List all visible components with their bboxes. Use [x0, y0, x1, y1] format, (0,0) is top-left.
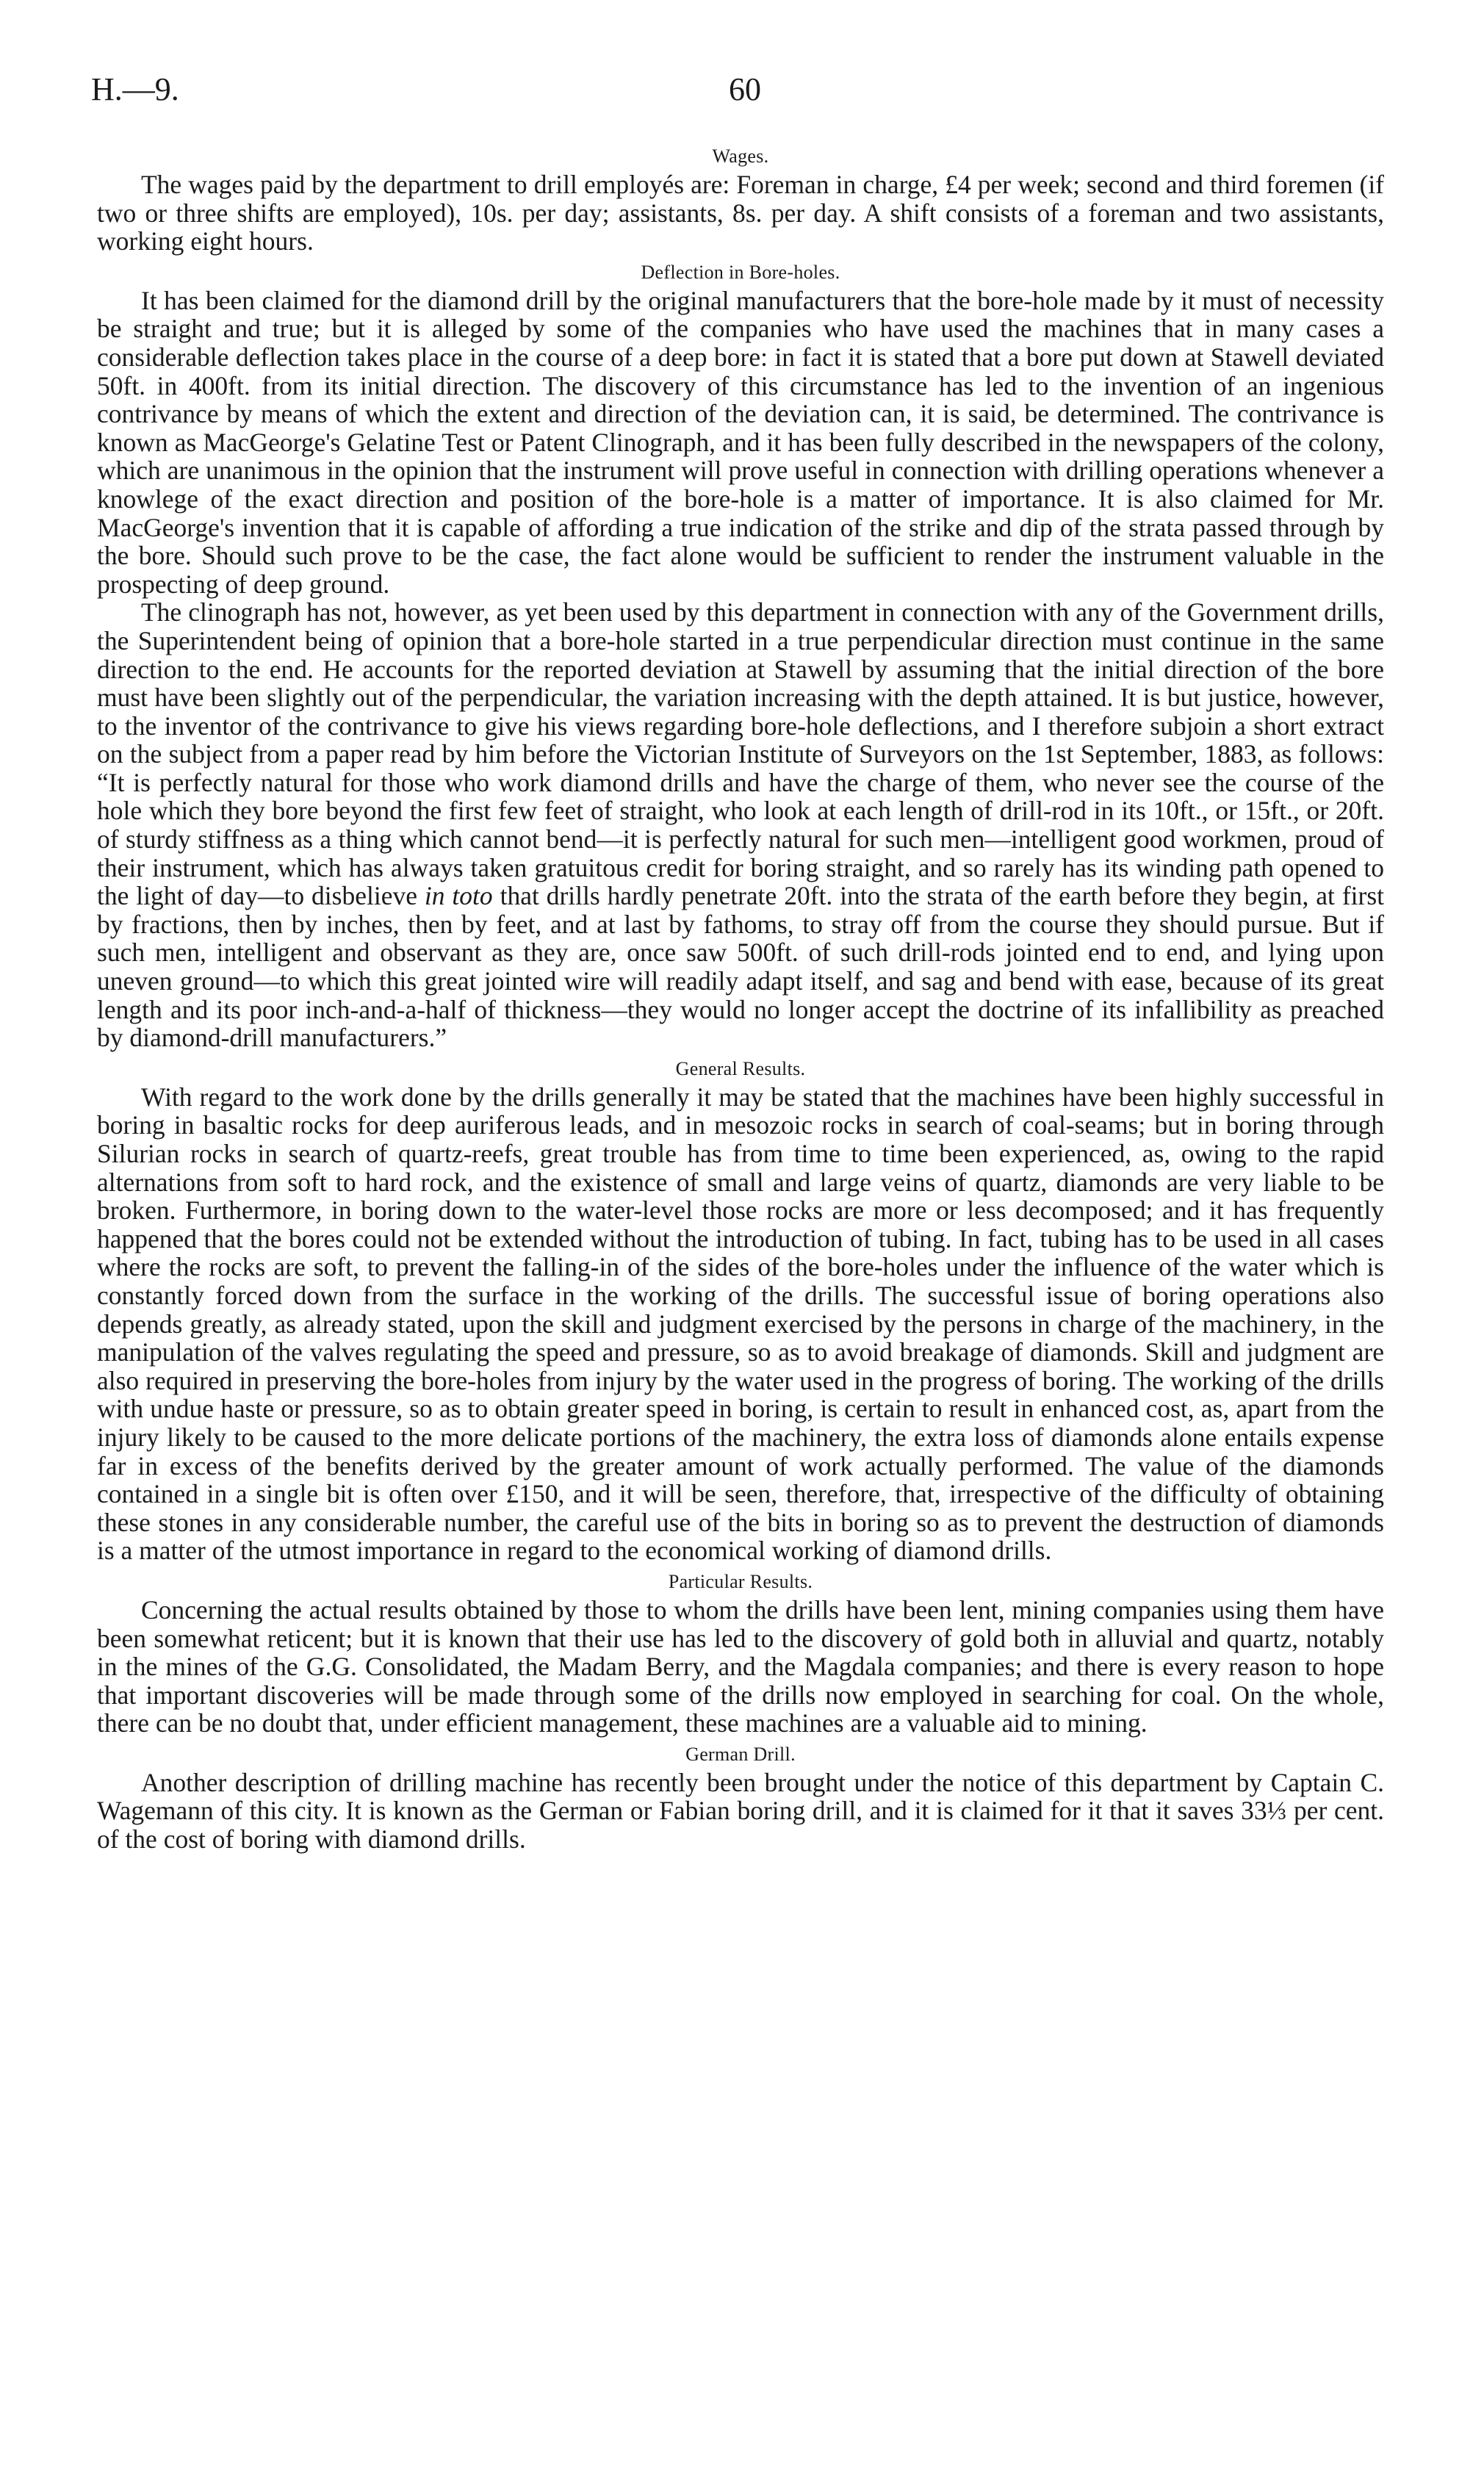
section-heading: General Results.	[675, 1057, 806, 1079]
document-body	[97, 140, 1384, 1854]
section-deflection	[97, 262, 1384, 1052]
paragraph: Another description of drilling machine has recently been brought under the notice of this department by Captain C. Wagemann of this city. It is known as the German or Fabian boring drill, and it is claimed for it that it saves 33⅓ per cent. of the cost of boring with diamond drills.	[97, 1767, 1384, 1855]
paragraph: Concerning the actual results obtained by those to whom the drills have been lent, mining companies using them have been somewhat reticent; but it is known that their use has led to the discovery of gold both in alluvial and quartz, notably in the mines of the G.G. Consolidated, the Madam Berry, and the Magdala companies; and there is every reason to hope that important discoveries will be made through some of the drills now employed in searching for coal. On the whole, there can be no doubt that, under efficient management, these machines are a valuable aid to mining.	[97, 1594, 1384, 1738]
section-wages	[97, 145, 1384, 256]
section-heading: Deflection in Bore-holes.	[641, 261, 840, 283]
section-general-results	[97, 1058, 1384, 1565]
section-heading: Particular Results.	[668, 1570, 813, 1592]
section-heading: Wages.	[712, 145, 769, 167]
section-german-drill	[97, 1744, 1384, 1854]
paragraph: It has been claimed for the diamond drill by the original manufacturers that the bore-hole made by it must of necessity be straight and true; but it is alleged by some of the companies who have used the machines that in many cases a considerable deflection takes place in the course of a deep bore: in fact it is stated that a bore put down at Stawell deviated 50ft. in 400ft. from its initial direction. The discovery of this circumstance has led to the invention of an ingenious contrivance by means of which the extent and direction of the deviation can, it is said, be determined. The contrivance is known as MacGeorge's Gelatine Test or Patent Clinograph, and it has been fully described in the newspapers of the colony, which are unanimous in the opinion that the instrument will prove useful in connection with drilling operations whenever a knowlege of the exact direction and position of the bore-hole is a matter of importance. It is also claimed for Mr. MacGeorge's invention that it is capable of affording a true indication of the strike and dip of the strata passed through by the bore. Should such prove to be the case, the fact alone would be sufficient to render the instrument valuable in the prospecting of deep ground.	[97, 285, 1384, 599]
section-heading: German Drill.	[685, 1743, 796, 1765]
page-number: 60	[729, 71, 761, 107]
section-particular-results	[97, 1571, 1384, 1738]
report-reference: H.—9.	[91, 71, 179, 107]
paragraph: With regard to the work done by the drills generally it may be stated that the machines have been highly successful in boring in basaltic rocks for deep auriferous leads, and in mesozoic rocks in search of coal-seams; but in boring through Silurian rocks in search of quartz-reefs, great trouble has from time to time been experienced, as, owing to the rapid alternations from soft to hard rock, and the existence of small and large veins of quartz, diamonds are very liable to be broken. Furthermore, in boring down to the water-level those rocks are more or less decomposed; and it has frequently happened that the bores could not be extended without the introduction of tubing. In fact, tubing has to be used in all cases where the rocks are soft, to prevent the falling-in of the sides of the bore-holes under the influence of the water which is constantly forced down from the surface in the working of the drills. The successful issue of boring operations also depends greatly, as already stated, upon the skill and judgment exercised by the persons in charge of the machinery, in the manipulation of the valves regulating the speed and pressure, so as to avoid breakage of diamonds. Skill and judgment are also required in preserving the bore-holes from injury by the water used in the progress of boring. The working of the drills with undue haste or pressure, so as to obtain greater speed in boring, is certain to result in enhanced cost, as, apart from the injury likely to be caused to the more delicate portions of the machinery, the extra loss of diamonds alone entails expense far in excess of the benefits derived by the greater amount of work actually performed. The value of the diamonds contained in a single bit is often over £150, and it will be seen, therefore, that, irrespective of the difficulty of obtaining these stones in any considerable number, the careful use of the bits in boring so as to prevent the destruction of diamonds is a matter of the utmost importance in regard to the economical working of diamond drills.	[97, 1082, 1384, 1566]
paragraph: The clinograph has not, however, as yet been used by this department in connection with any of the Government drills, the Superintendent being of opinion that a bore-hole started in a true perpendicular direction must continue in the same direction to the end. He accounts for the reported deviation at Stawell by assuming that the initial direction of the bore must have been slightly out of the perpendicular, the variation increasing with the depth attained. It is but justice, however, to the inventor of the contrivance to give his views regarding bore-hole deflections, and I therefore subjoin a short extract on the subject from a paper read by him before the Victorian Institute of Surveyors on the 1st September, 1883, as follows: “It is perfectly natural for those who work diamond drills and have the charge of them, who never see the course of the hole which they bore beyond the first few feet of straight, who look at each length of drill-rod in its 10ft., or 15ft., or 20ft. of sturdy stiffness as a thing which cannot bend—it is perfectly natural for such men—intelligent good workmen, proud of their instrument, which has always taken gratuitous credit for boring straight, and so rarely has its winding path opened to the light of day—to disbelieve in toto that drills hardly penetrate 20ft. into the strata of the earth before they begin, at first by fractions, then by inches, then by feet, and at last by fathoms, to stray off from the course they should pursue. But if such men, intelligent and observant as they are, once saw 500ft. of such drill-rods jointed end to end, and lying upon uneven ground—to which this great jointed wire will readily adapt itself, and sag and bend with ease, because of its great length and its poor inch-and-a-half of thickness—they would no longer accept the doctrine of its infallibility as preached by diamond-drill manufacturers.”	[97, 597, 1385, 1053]
page-header	[91, 71, 1399, 115]
paragraph: The wages paid by the department to drill employés are: Foreman in charge, £4 per week; second and third foremen (if two or three shifts are employed), 10s. per day; assistants, 8s. per day. A shift consists of a foreman and two assistants, working eight hours.	[97, 170, 1384, 256]
